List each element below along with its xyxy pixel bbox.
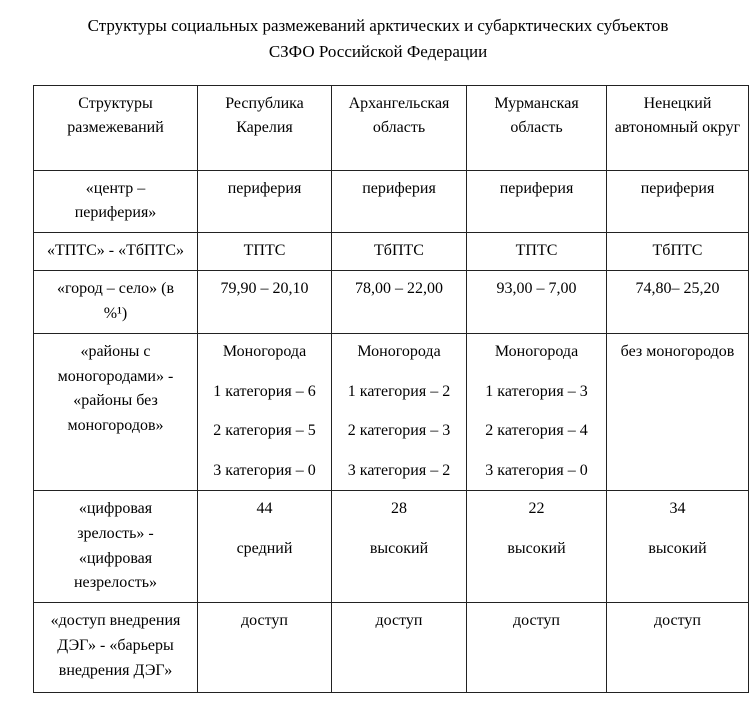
column-header-arkhangelsk: Архангельская область — [332, 85, 467, 170]
table-cell: периферия — [332, 170, 467, 233]
table-cell: без моногородов — [607, 333, 749, 490]
column-header-murmansk: Мурманская область — [467, 85, 607, 170]
table-cell: доступ — [607, 603, 749, 693]
row-label: «ТПТС» - «ТбПТС» — [34, 233, 198, 271]
table-cell: 78,00 – 22,00 — [332, 271, 467, 334]
table-cell: Моногорода 1 категория – 6 2 категория – 5 3 категория – 0 — [198, 333, 332, 490]
table-cell: периферия — [607, 170, 749, 233]
table-cell: ТбПТС — [332, 233, 467, 271]
row-label: «районы с моногородами» - «районы без моногородов» — [34, 333, 198, 490]
table-cell: периферия — [198, 170, 332, 233]
table-row-city-village — [34, 271, 749, 334]
row-label: «город – село» (в %¹) — [34, 271, 198, 334]
table-row-tpts — [34, 233, 749, 271]
table-row-deg-access — [34, 603, 749, 693]
table-cell: доступ — [332, 603, 467, 693]
cleavage-structures-table — [33, 85, 749, 694]
column-header-karelia: Республика Карелия — [198, 85, 332, 170]
page-title-line1: Структуры социальных размежеваний арктических и субарктических субъектов — [87, 16, 669, 35]
table-row-monotowns — [34, 333, 749, 490]
table-cell: 28 высокий — [332, 491, 467, 603]
document-page — [0, 13, 756, 702]
table-header-row — [34, 85, 749, 170]
column-header-nenets: Ненецкий автономный округ — [607, 85, 749, 170]
table-row-digital-maturity — [34, 491, 749, 603]
table-cell: доступ — [198, 603, 332, 693]
table-cell: 79,90 – 20,10 — [198, 271, 332, 334]
table-cell: доступ — [467, 603, 607, 693]
table-cell: ТбПТС — [607, 233, 749, 271]
table-cell: 44 средний — [198, 491, 332, 603]
row-label: «центр – периферия» — [34, 170, 198, 233]
page-title-line2: СЗФО Российской Федерации — [268, 42, 488, 62]
table-cell: периферия — [467, 170, 607, 233]
table-cell: Моногорода 1 категория – 3 2 категория – 4 3 категория – 0 — [467, 333, 607, 490]
table-cell: 93,00 – 7,00 — [467, 271, 607, 334]
table-row-center-periphery — [34, 170, 749, 233]
table-cell: ТПТС — [198, 233, 332, 271]
table-cell: Моногорода 1 категория – 2 2 категория – 3 3 категория – 2 — [332, 333, 467, 490]
column-header-structures: Структуры размежеваний — [34, 85, 198, 170]
table-cell: 22 высокий — [467, 491, 607, 603]
row-label: «доступ внедрения ДЭГ» - «барьеры внедрения ДЭГ» — [34, 603, 198, 693]
table-cell: 34 высокий — [607, 491, 749, 603]
page-title — [30, 13, 726, 66]
row-label: «цифровая зрелость» - «цифровая незрелость» — [34, 491, 198, 603]
table-cell: ТПТС — [467, 233, 607, 271]
table-cell: 74,80– 25,20 — [607, 271, 749, 334]
